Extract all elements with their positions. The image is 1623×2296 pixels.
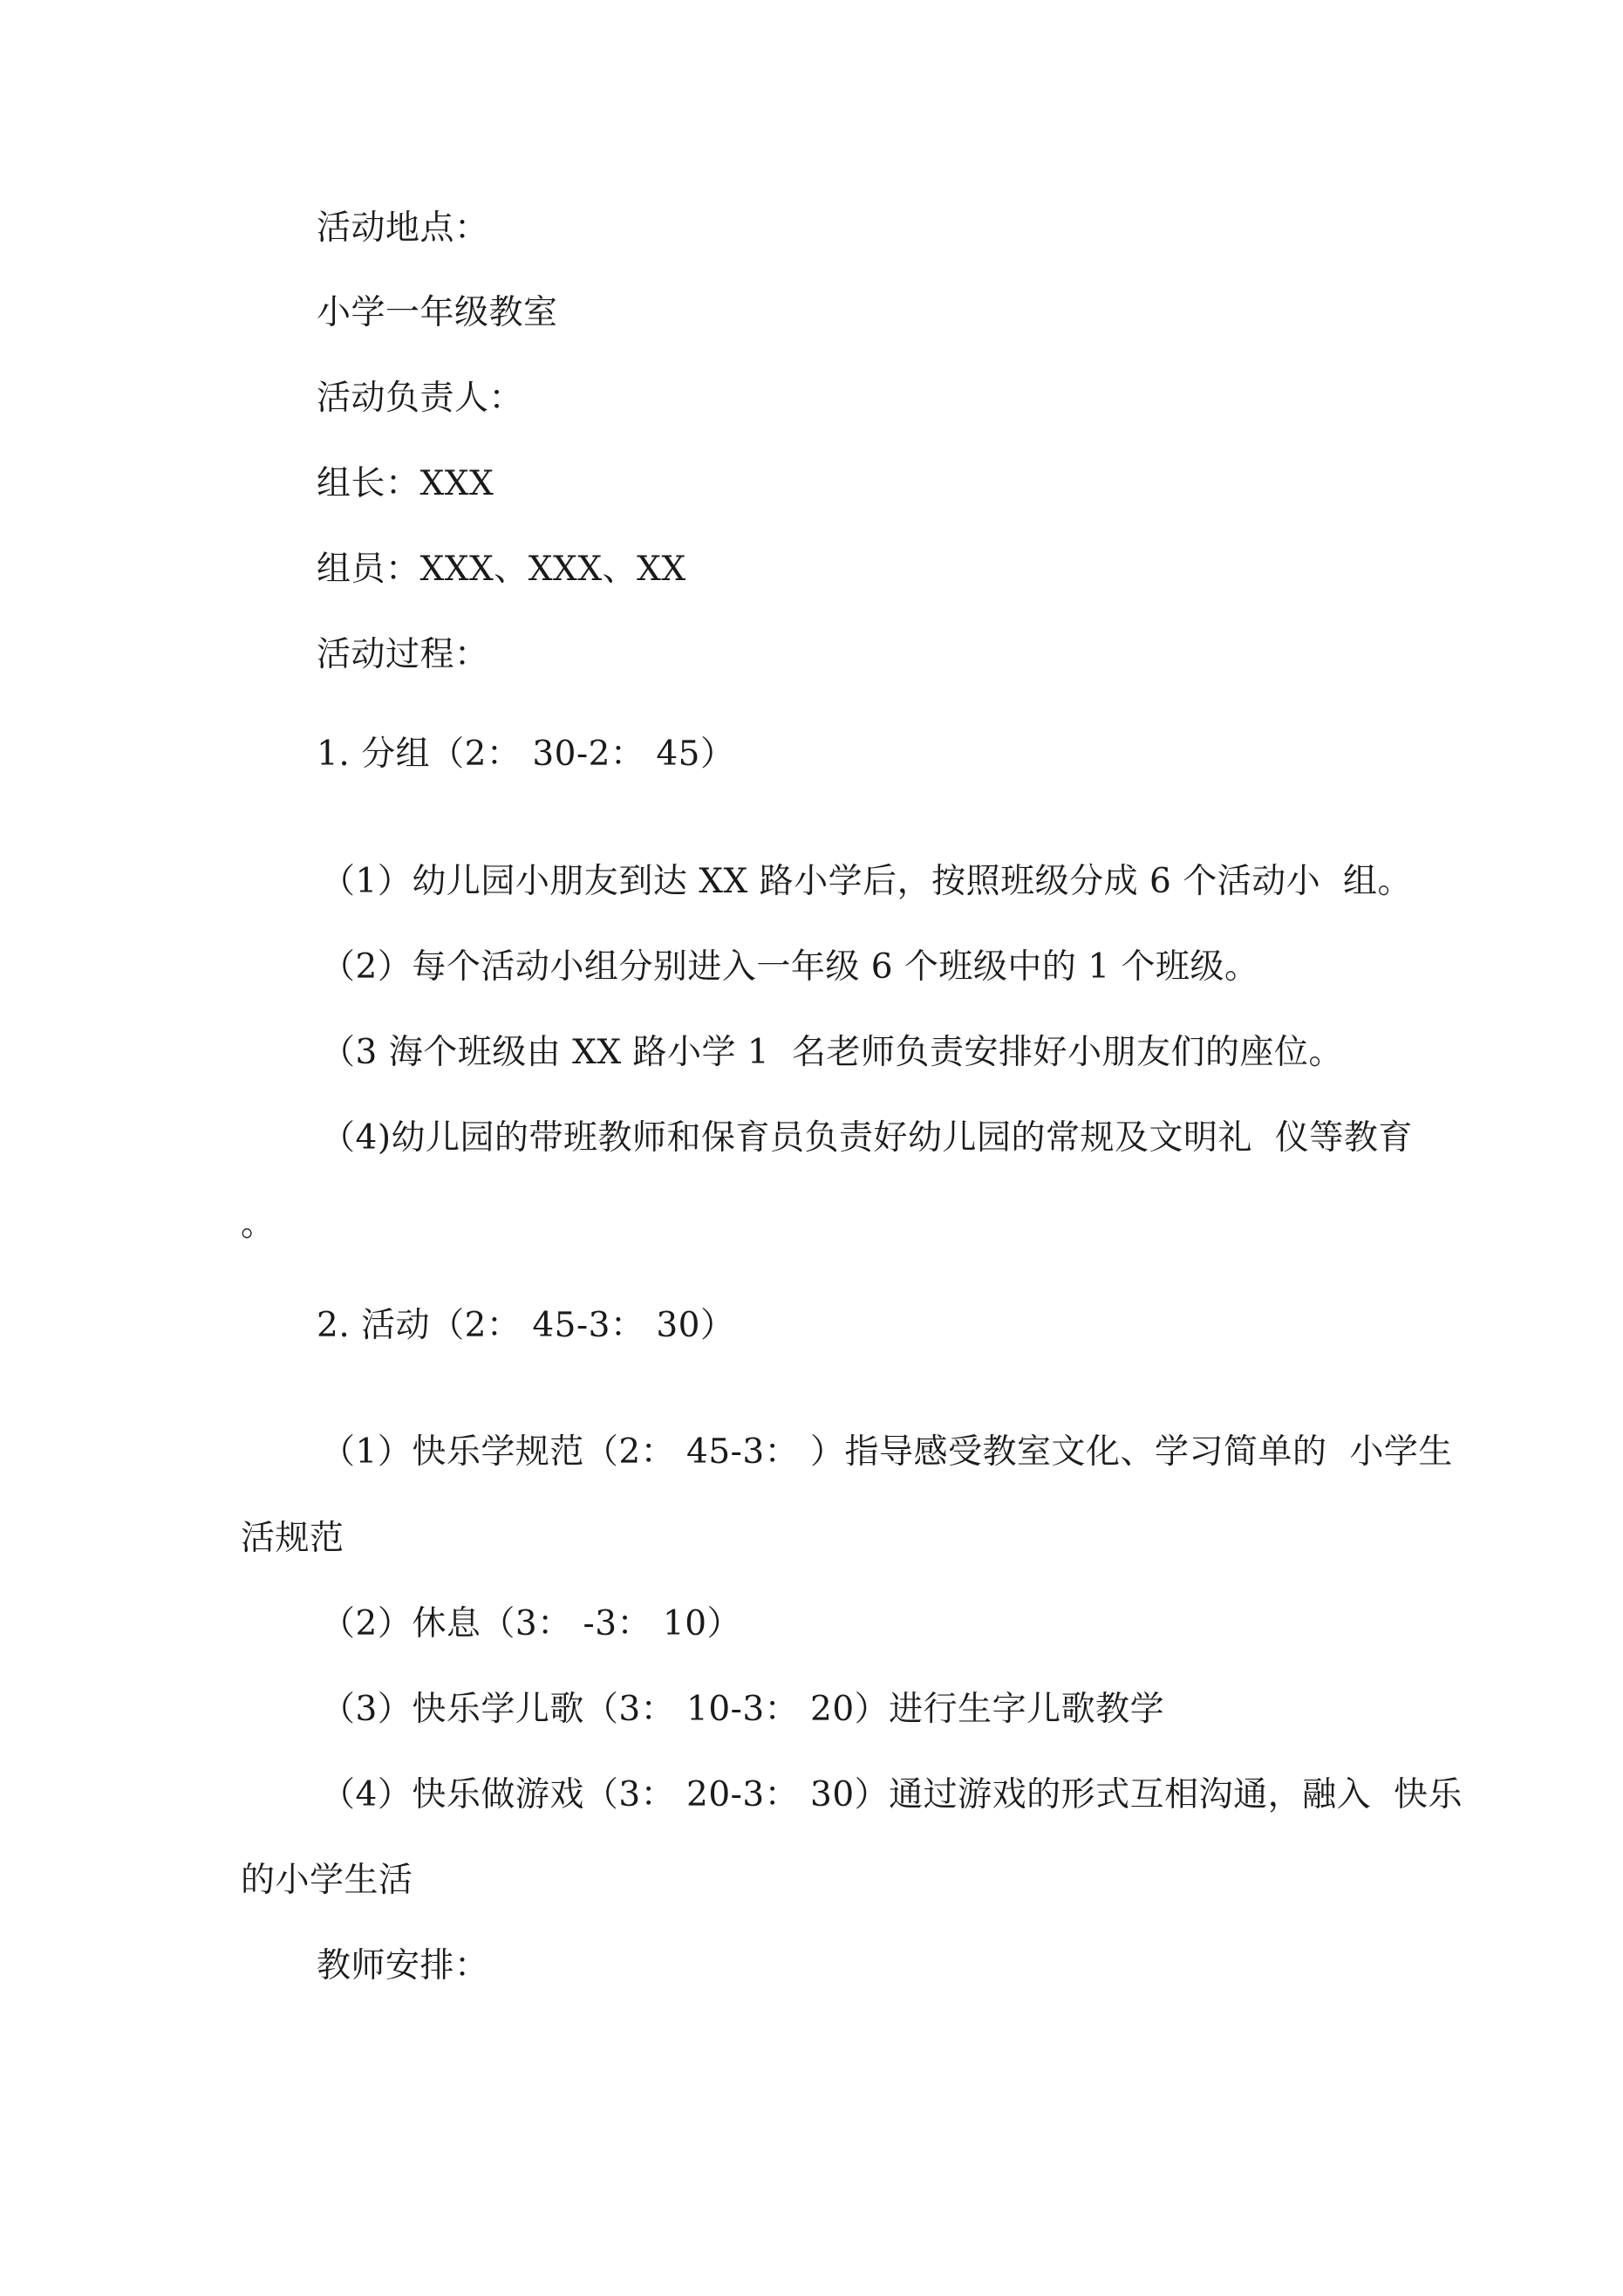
section2-heading: 2. 活动（2： 45-3： 30） [317,1306,735,1345]
section1-item4-line2: 。 [241,1205,276,1244]
section1-item1: （1）幼儿园小朋友到达 XX 路小学后，按照班级分成 6 个活动小 组。 [321,862,1413,901]
section2-item2: （2）休息（3： -3： 10） [321,1604,742,1643]
teacher-label: 教师安排： [317,1946,489,1985]
section1-item4-line1: （4)幼儿园的带班教师和保育员负责好幼儿园的常规及文明礼 仪等教育 [321,1118,1413,1158]
leader-label: 活动负责人： [317,379,524,418]
section2-item3: （3）快乐学儿歌（3： 10-3： 20）进行生字儿歌教学 [321,1690,1165,1729]
location-label: 活动地点： [317,208,489,248]
group-leader: 组长：XXX [317,464,494,503]
section2-item4-line1: （4）快乐做游戏（3： 20-3： 30）通过游戏的形式互相沟通，融入 快乐 [321,1775,1463,1814]
section1-item3: （3 海个班级由 XX 路小学 1 名老师负责安排好小朋友们的座位。 [321,1033,1344,1072]
location-value: 小学一年级教室 [317,293,558,332]
section2-item1-line1: （1）快乐学规范（2： 45-3： ）指导感受教室文化、学习简单的 小学生 [321,1432,1453,1472]
section1-item2: （2）每个活动小组分别进入一年级 6 个班级中的 1 个班级。 [321,947,1259,987]
section2-item1-line2: 活规范 [241,1519,344,1558]
group-members: 组员：XXX、XXX、XX [317,550,686,589]
process-label: 活动过程： [317,635,489,674]
section2-item4-line2: 的小学生活 [241,1861,413,1900]
section1-heading: 1. 分组（2： 30-2： 45） [317,735,735,774]
